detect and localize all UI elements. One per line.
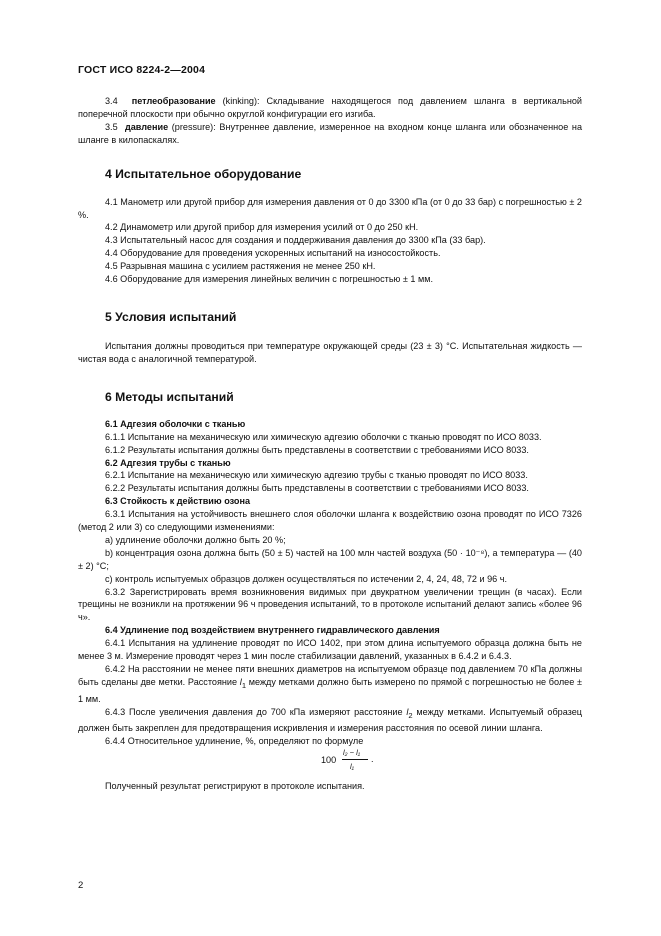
paragraph-6-1-1: 6.1.1 Испытание на механическую или химическую адгезию оболочки с тканью проводят по ИСО 8033. bbox=[105, 431, 542, 442]
subsection-6-2-title: 6.2 Адгезия трубы с тканью bbox=[105, 457, 231, 468]
document-body bbox=[78, 95, 582, 793]
paragraph-3-5: 3.5 давление (pressure): Внутреннее давление, измеренное на входном конце шланга или обозначенное на шланге в килопаскалях. bbox=[78, 121, 582, 145]
list-item-c: с) контроль испытуемых образцов должен осуществляться по истечении 2, 4, 24, 48, 72 и 96 ч. bbox=[105, 573, 507, 584]
paragraph-4-1: 4.1 Манометр или другой прибор для измерения давления от 0 до 3300 кПа (от 0 до 33 бар) с погрешностью ± 2 %. bbox=[78, 196, 582, 220]
section-6-heading: 6 Методы испытаний bbox=[105, 389, 234, 404]
document-header: ГОСТ ИСО 8224-2—2004 bbox=[78, 64, 206, 76]
list-item-b: b) концентрация озона должна быть (50 ± 5) частей на 100 млн частей воздуха (50 · 10⁻⁸), а температура — (40 ± 2) °С; bbox=[78, 547, 582, 571]
paragraph-4-2: 4.2 Динамометр или другой прибор для измерения усилий от 0 до 250 кН. bbox=[105, 222, 419, 233]
paragraph-6-2-1: 6.2.1 Испытание на механическую или химическую адгезию трубы с тканью проводят по ИСО 8033. bbox=[105, 470, 528, 481]
paragraph-3-4: 3.4 петлеобразование (kinking): Складывание находящегося под давлением шланга в вертикальной поперечной плоскости при обычно округлой конфигурации его изгиба. bbox=[78, 96, 582, 119]
elongation-formula bbox=[321, 748, 441, 776]
page-number: 2 bbox=[78, 880, 84, 891]
paragraph-5: Испытания должны проводиться при температуре окружающей среды (23 ± 3) °С. Испытательная жидкость — чистая вода с аналогичной температурой. bbox=[78, 340, 582, 364]
paragraph-4-3: 4.3 Испытательный насос для создания и поддерживания давления до 3300 кПа (33 бар). bbox=[105, 235, 486, 246]
paragraph-6-1-2: 6.1.2 Результаты испытания должны быть представлены в соответствии с требованиями ИСО 8033. bbox=[105, 444, 529, 455]
paragraph-6-2-2: 6.2.2 Результаты испытания должны быть представлены в соответствии с требованиями ИСО 8033. bbox=[105, 483, 529, 494]
paragraph-4-4: 4.4 Оборудование для проведения ускоренных испытаний на износостойкость. bbox=[105, 248, 441, 259]
list-item-a: а) удлинение оболочки должно быть 20 %; bbox=[105, 534, 286, 545]
subsection-6-4-title: 6.4 Удлинение под воздействием внутреннего гидравлического давления bbox=[105, 625, 440, 636]
paragraph-4-6: 4.6 Оборудование для измерения линейных величин с погрешностью ± 1 мм. bbox=[105, 274, 434, 285]
paragraph-4-5: 4.5 Разрывная машина с усилием растяжения не менее 250 кН. bbox=[105, 261, 376, 272]
subsection-6-3-title: 6.3 Стойкость к действию озона bbox=[105, 496, 251, 507]
formula-end: . bbox=[371, 754, 374, 765]
section-4-heading: 4 Испытательное оборудование bbox=[105, 166, 302, 181]
fraction-bar bbox=[342, 759, 368, 760]
paragraph-6-4-1: 6.4.1 Испытания на удлинение проводят по ИСО 1402, при этом длина испытуемого образца должна быть не менее 3 м. Измерение проводят через 1 мин после стабилизации давлений, указанных в 6.4.2 и 6.4.3. bbox=[78, 638, 582, 662]
term-kinking: петлеобразование bbox=[131, 96, 216, 106]
paragraph-6-4-4: 6.4.4 Относительное удлинение, %, определяют по формуле bbox=[105, 736, 364, 747]
section-5-heading: 5 Условия испытаний bbox=[105, 309, 237, 324]
paragraph-result: Полученный результат регистрируют в протоколе испытания. bbox=[105, 781, 365, 792]
subsection-6-1-title: 6.1 Адгезия оболочки с тканью bbox=[105, 418, 246, 429]
paragraph-6-4-2: 6.4.2 На расстоянии не менее пяти внешних диаметров на испытуемом образце под давлением 70 кПа должны быть сделаны две метки. Расстояние $l_1$ между метками должно быть измерено по прямой с погрешностью не более ± 1 мм. bbox=[78, 664, 582, 704]
formula-numerator: l₂ − l₁ bbox=[343, 748, 361, 758]
formula-coefficient: 100 bbox=[321, 755, 337, 766]
formula-denominator: l₁ bbox=[350, 762, 355, 772]
paragraph-6-4-3: 6.4.3 После увеличения давления до 700 кПа измеряют расстояние $l_2$ между метками. Испытуемый образец должен быть закреплен для предотвращения искривления и измерения расстояния по осевой линии шланга. bbox=[78, 706, 582, 734]
paragraph-6-3-1: 6.3.1 Испытания на устойчивость внешнего слоя оболочки шланга к воздействию озона проводят по ИСО 7326 (метод 2 или 3) со следующими изменениями: bbox=[78, 509, 582, 533]
term-pressure: давление bbox=[124, 121, 169, 132]
paragraph-6-3-2: 6.3.2 Зарегистрировать время возникновения видимых при двукратном увеличении трещин (в часах). Если трещины не возникли на протяжении 96 ч проведения испытаний, то в протоколе испытаний делают запись «более 96 ч». bbox=[78, 586, 582, 623]
